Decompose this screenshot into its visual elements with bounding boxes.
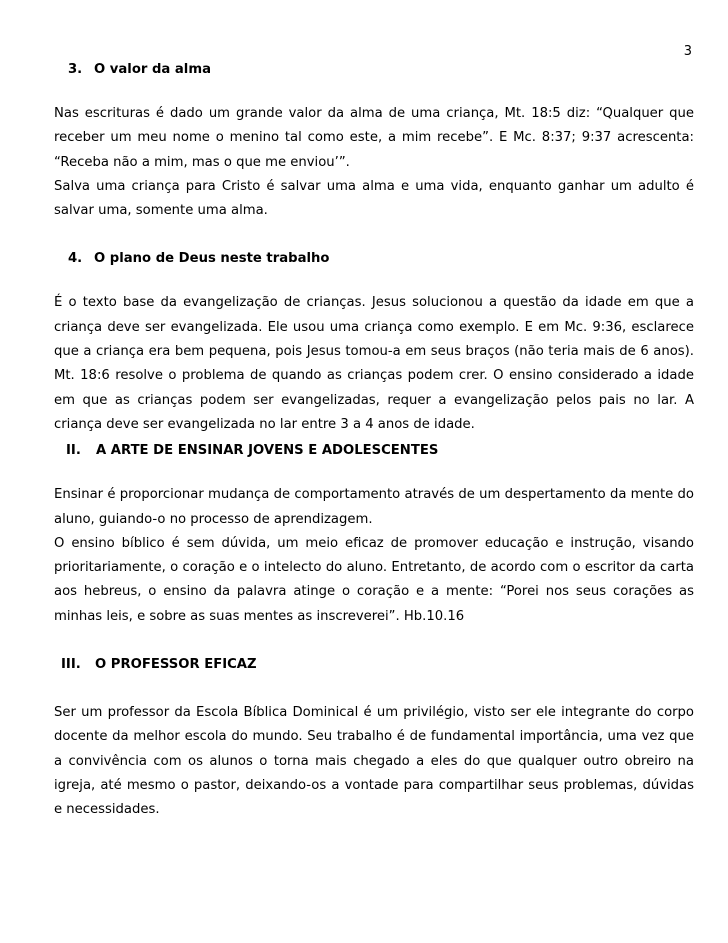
- section-title: A ARTE DE ENSINAR JOVENS E ADOLESCENTES: [96, 443, 439, 459]
- page-number: 3: [683, 44, 692, 59]
- section-number: II.: [66, 443, 81, 459]
- paragraph: Ensinar é proporcionar mudança de comportamento através de um despertamento da mente do aluno, guiando-o no processo de aprendizagem.: [54, 487, 694, 527]
- section-heading-II: [54, 439, 694, 463]
- section-title: O plano de Deus neste trabalho: [94, 251, 330, 267]
- section-heading-III: [54, 653, 694, 677]
- paragraph: Nas escrituras é dado um grande valor da alma de uma criança, Mt. 18:5 diz: “Qualquer que receber um meu nome o menino tal como este, a mim recebe”. E Mc. 8:37; 9:37 acrescenta: “Receba não a mim, mas o que me enviou’”.: [54, 106, 694, 170]
- section-heading-4: [54, 247, 694, 271]
- paragraph: Salva uma criança para Cristo é salvar uma alma e uma vida, enquanto ganhar um adulto é salvar uma, somente uma alma.: [54, 178, 694, 219]
- section-title: O valor da alma: [94, 62, 211, 77]
- section-number: 4.: [68, 251, 83, 267]
- paragraph: É o texto base da evangelização de crianças. Jesus solucionou a questão da idade em que a criança deve ser evangelizada. Ele usou uma criança como exemplo. E em Mc. 9:36, esclarece que a criança era bem pequena, pois Jesus tomou-a em seus braços (não teria mais de 6 anos). Mt. 18:6 resolve o problema de quando as crianças podem crer. O ensino considerado a idade em que as crianças podem ser evangelizadas, requer a evangelização pelos pais no lar. A criança deve ser evangelizada no lar entre 3 a 4 anos de idade.: [54, 295, 694, 432]
- section-number: 3.: [68, 62, 83, 77]
- section-number: III.: [61, 657, 81, 673]
- paragraph: Ser um professor da Escola Bíblica Dominical é um privilégio, visto ser ele integrante do corpo docente da melhor escola do mundo. Seu trabalho é de fundamental importância, uma vez que a convivência com os alunos o torna mais chegado a eles do que qualquer outro obreiro na igreja, até mesmo o pastor, deixando-os a vontade para compartilhar seus problemas, dúvidas e necessidades.: [54, 705, 694, 818]
- section-title: O PROFESSOR EFICAZ: [95, 657, 257, 673]
- section-heading-3: [54, 58, 694, 82]
- document-body: [54, 58, 694, 823]
- paragraph: O ensino bíblico é sem dúvida, um meio eficaz de promover educação e instrução, visando prioritariamente, o coração e o intelecto do aluno. Entretanto, de acordo com o escritor da carta aos hebreus, o ensino da palavra atinge o coração e a mente: “Porei nos seus corações as minhas leis, e sobre as suas mentes as inscreverei”. Hb.10.16: [54, 535, 694, 624]
